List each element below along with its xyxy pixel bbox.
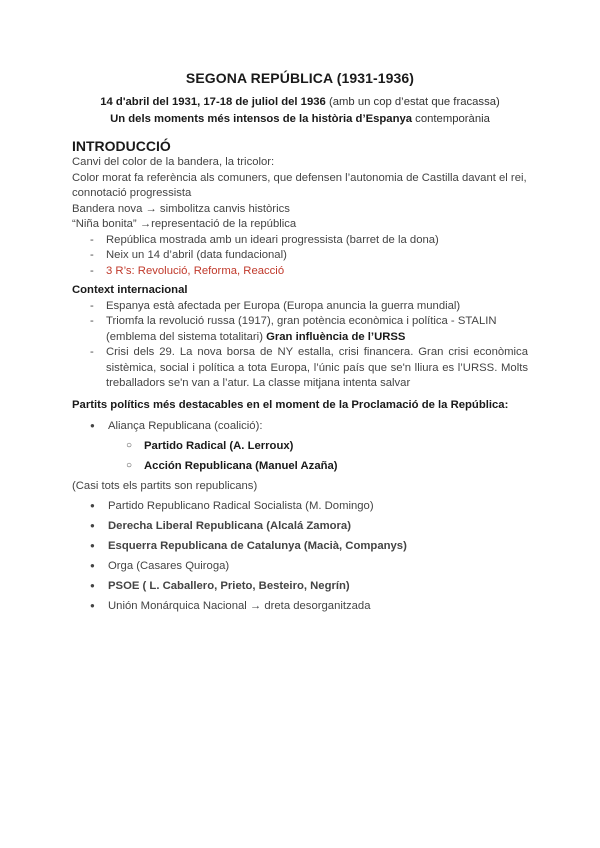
document-page xyxy=(72,70,528,616)
list-item-bold: Gran influència de l’URSS xyxy=(266,330,406,343)
list-item-text: Aliança Republicana (coalició): xyxy=(108,419,263,432)
parties-list-2 xyxy=(72,496,528,616)
intro-line: Canvi del color de la bandera, la tricolor: xyxy=(72,156,275,168)
list-item: ● PSOE ( L. Caballero, Prieto, Besteiro, Negrín) xyxy=(90,576,528,596)
list-item: - Neix un 14 d’abril (data fundacional) xyxy=(90,248,528,264)
intro-list xyxy=(72,233,528,280)
dates-normal: (amb un cop d’estat que fracassa) xyxy=(325,96,500,108)
intro-line: “Niña bonita” →representació de la república xyxy=(72,218,297,230)
parties-note: (Casi tots els partits son republicans) xyxy=(72,479,258,492)
importance-bold: Un dels moments més intensos de la història d’Espanya xyxy=(110,113,413,125)
importance-line xyxy=(72,111,528,128)
context-heading: Context internacional xyxy=(72,284,188,296)
dates-line xyxy=(72,94,528,111)
list-item: ● Derecha Liberal Republicana (Alcalá Zamora) xyxy=(90,516,528,536)
intro-heading: INTRODUCCIÓ xyxy=(72,138,171,154)
parties-list xyxy=(72,416,528,476)
list-item-highlight: - 3 R’s: Revolució, Reforma, Reacció xyxy=(90,264,528,280)
importance-normal: contemporània xyxy=(412,113,490,125)
sub-list-item: ○ Acción Republicana (Manuel Azaña) xyxy=(126,456,528,476)
list-item: - Crisi dels 29. La nova borsa de NY estalla, crisi financera. Gran crisi econòmica sistèmica, social i política a tota Europa, l’únic país que se'n lliura es l’URSS. Molts treballadors se'n van a l’atur. La classe mitjana intenta salvar xyxy=(90,345,528,392)
sub-list xyxy=(108,436,528,476)
list-item: ● Unión Monárquica Nacional → dreta desorganitzada xyxy=(90,596,528,616)
list-item: ● Orga (Casares Quiroga) xyxy=(90,556,528,576)
list-item: ● Partido Republicano Radical Socialista (M. Domingo) xyxy=(90,496,528,516)
document-title: SEGONA REPÚBLICA (1931-1936) xyxy=(185,70,415,86)
list-item: - República mostrada amb un ideari progressista (barret de la dona) xyxy=(90,233,528,249)
sub-list-item: ○ Partido Radical (A. Lerroux) xyxy=(126,436,528,456)
list-item-text: Triomfa la revolució russa (1917), gran potència econòmica i política - STALIN (emblema del sistema totalitari) xyxy=(106,315,497,343)
parties-heading: Partits polítics més destacables en el moment de la Proclamació de la República: xyxy=(72,398,509,411)
list-item xyxy=(90,416,528,476)
context-list xyxy=(72,299,528,392)
intro-line: Color morat fa referència als comuners, que defensen l’autonomia de Castilla davant el rei, connotació progressista xyxy=(72,171,527,199)
list-item xyxy=(90,314,528,345)
dates-bold: 14 d'abril del 1931, 17-18 de juliol del 1936 xyxy=(100,96,326,108)
list-item: - Espanya està afectada per Europa (Europa anuncia la guerra mundial) xyxy=(90,299,528,315)
list-item: ● Esquerra Republicana de Catalunya (Macià, Companys) xyxy=(90,536,528,556)
intro-line: Bandera nova → simbolitza canvis històrics xyxy=(72,202,290,215)
